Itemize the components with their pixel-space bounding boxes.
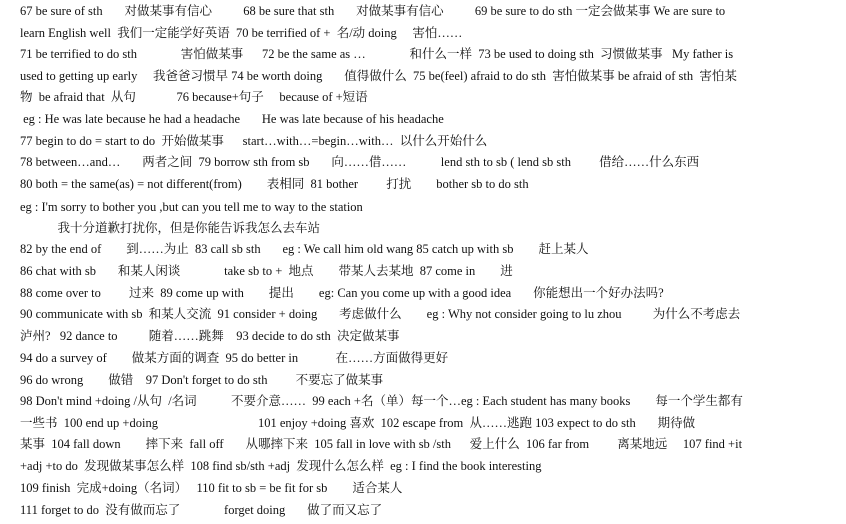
- text-line: used to getting up early 我爸爸习惯早 74 be worth doing 值得做什么 75 be(feel) afraid to do sth 害怕做某事 be afraid of sth 害怕某: [20, 69, 737, 83]
- text-line: 80 both = the same(as) = not different(from) 表相同 81 bother 打扰 bother sb to do sth: [20, 177, 529, 191]
- text-line: learn English well 我们一定能学好英语 70 be terrified of + 名/动 doing 害怕……: [20, 26, 463, 40]
- text-line: 78 between…and… 两者之间 79 borrow sth from sb 向……借…… lend sth to sb ( lend sb sth 借给……什么东西: [20, 155, 700, 169]
- text-line: eg : He was late because he had a headache He was late because of his headache: [20, 112, 444, 126]
- text-line: 111 forget to do 没有做而忘了 forget doing 做了而又忘了: [20, 503, 383, 517]
- text-line: +adj +to do 发现做某事怎么样 108 find sb/sth +adj 发现什么怎么样 eg : I find the book interesting: [20, 459, 542, 473]
- text-line: 109 finish 完成+doing（名词） 110 fit to sb = be fit for sb 适合某人: [20, 481, 403, 495]
- text-line: 77 begin to do = start to do 开始做某事 start…with…=begin…with… 以什么开始什么: [20, 134, 488, 148]
- text-line: 88 come over to 过来 89 come up with 提出 eg: Can you come up with a good idea 你能想出一个好办法吗?: [20, 286, 664, 300]
- text-line: 某事 104 fall down 摔下来 fall off 从哪摔下来 105 fall in love with sb /sth 爱上什么 106 far from 离某地远 107 find +it: [20, 437, 743, 451]
- text-line: 71 be terrified to do sth 害怕做某事 72 be the same as … 和什么一样 73 be used to doing sth 习惯做某事 My father is: [20, 47, 734, 61]
- text-line: 我十分道歉打扰你，但是你能告诉我怎么去车站: [20, 221, 321, 235]
- text-line: eg : I'm sorry to bother you ,but can you tell me to way to the station: [20, 200, 363, 214]
- text-line: 94 do a survey of 做某方面的调查 95 do better in 在……方面做得更好: [20, 351, 449, 365]
- text-line: 一些书 100 end up +doing 101 enjoy +doing 喜欢 102 escape from 从……逃跑 103 expect to do sth 期待做: [20, 416, 696, 430]
- text-line: 物 be afraid that 从句 76 because+句子 because of +短语: [20, 90, 368, 104]
- text-line: 98 Don't mind +doing /从句 /名词 不要介意…… 99 each +名（单）每一个…eg : Each student has many books 每一个学生都有: [20, 394, 743, 408]
- text-line: 泸州? 92 dance to 随着……跳舞 93 decide to do sth 决定做某事: [20, 329, 400, 343]
- text-line: 67 be sure of sth 对做某事有信心 68 be sure that sth 对做某事有信心 69 be sure to do sth 一定会做某事 We are sure to: [20, 4, 726, 18]
- text-line: 86 chat with sb 和某人闲谈 take sb to + 地点 带某人去某地 87 come in 进: [20, 264, 513, 278]
- text-line: 90 communicate with sb 和某人交流 91 consider + doing 考虑做什么 eg : Why not consider going to lu zhou 为什么不考虑去: [20, 307, 741, 321]
- text-line: 82 by the end of 到……为止 83 call sb sth eg : We call him old wang 85 catch up with sb 赶上某人: [20, 242, 589, 256]
- text-line: 96 do wrong 做错 97 Don't forget to do sth 不要忘了做某事: [20, 373, 384, 387]
